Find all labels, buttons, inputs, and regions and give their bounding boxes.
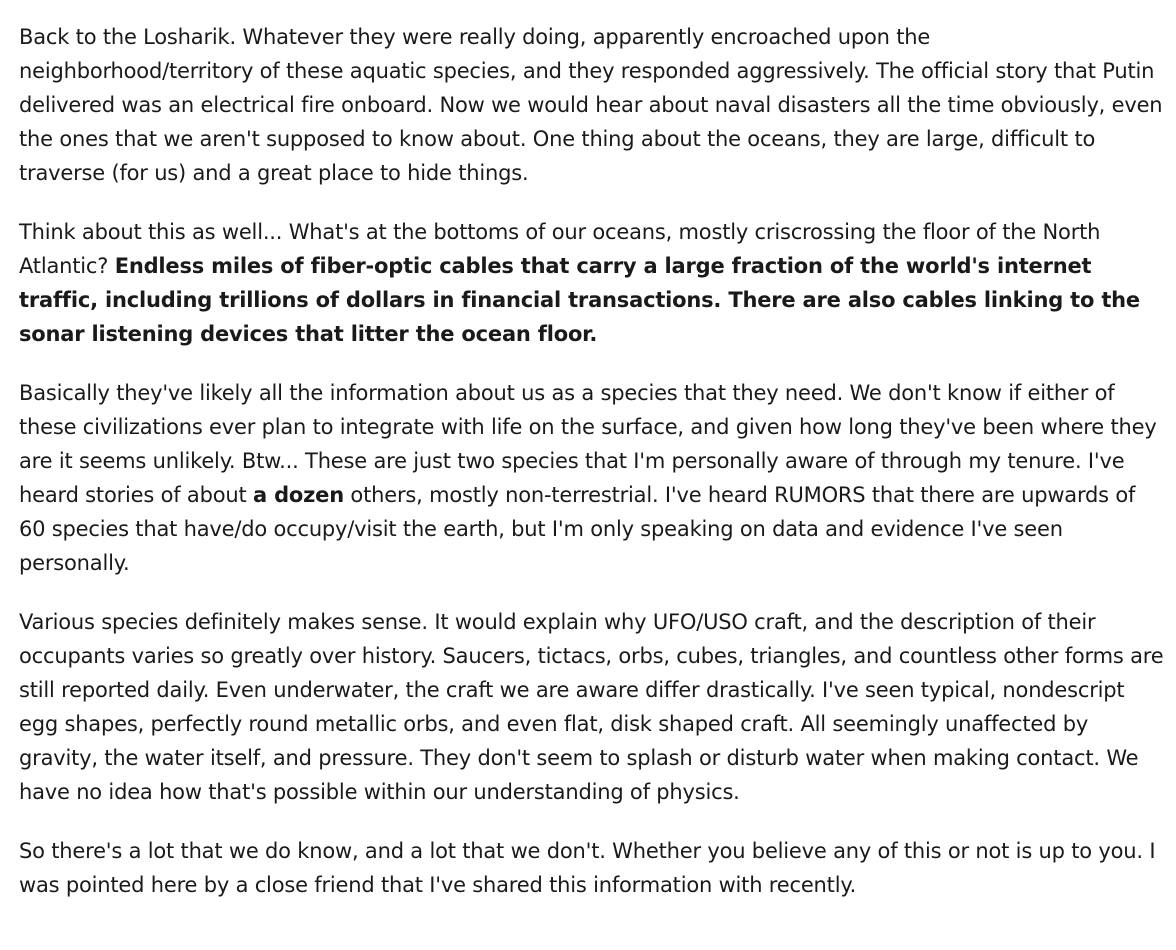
paragraph-species-info-after: others, mostly non-terrestrial. I've heard RUMORS that there are upwards of 60 species that have/do occupy/visit the earth, but I'm only speaking on data and evidence I've seen personally. (19, 483, 1136, 575)
paragraph-losharik: Back to the Losharik. Whatever they were really doing, apparently encroached upon the neighborhood/territory of these aquatic species, and they responded aggressively. The official story that Putin delivered was an electrical fire onboard. Now we would hear about naval disasters all the time obviously, even the ones that we aren't supposed to know about. One thing about the oceans, they are large, difficult to traverse (for us) and a great place to hide things. (19, 25, 1163, 185)
paragraph-various-species: Various species definitely makes sense. It would explain why UFO/USO craft, and the description of their occupants varies so greatly over history. Saucers, tictacs, orbs, cubes, triangles, and countless other forms are still reported daily. Even underwater, the craft we are aware differ drastically. I've seen typical, nondescript egg shapes, perfectly round metallic orbs, and even flat, disk shaped craft. All seemingly unaffected by gravity, the water itself, and pressure. They don't seem to splash or disturb water when making contact. We have no idea how that's possible within our understanding of physics. (19, 610, 1164, 804)
paragraph-ocean-cables-bold: Endless miles of fiber-optic cables that carry a large fraction of the world's internet traffic, including trillions of dollars in financial transactions. There are also cables linking to the sonar listening devices that litter the ocean floor. (19, 254, 1140, 346)
paragraph-species-info-before: Basically they've likely all the information about us as a species that they need. We don't know if either of these civilizations ever plan to integrate with life on the surface, and given how long they've been where they are it seems unlikely. Btw... These are just two species that I'm personally aware of through my tenure. I've heard stories of about (19, 381, 1157, 507)
post-body (19, 20, 1164, 902)
paragraph-species-info (19, 376, 1164, 580)
paragraph-ocean-cables-text: Think about this as well... What's at the bottoms of our oceans, mostly criscrossing the floor of the North Atlantic? (19, 220, 1101, 278)
paragraph-closing: So there's a lot that we do know, and a lot that we don't. Whether you believe any of this or not is up to you. I was pointed here by a close friend that I've shared this information with recently. (19, 839, 1156, 897)
paragraph-species-info-bold: a dozen (252, 483, 344, 507)
paragraph-ocean-cables (19, 215, 1164, 351)
